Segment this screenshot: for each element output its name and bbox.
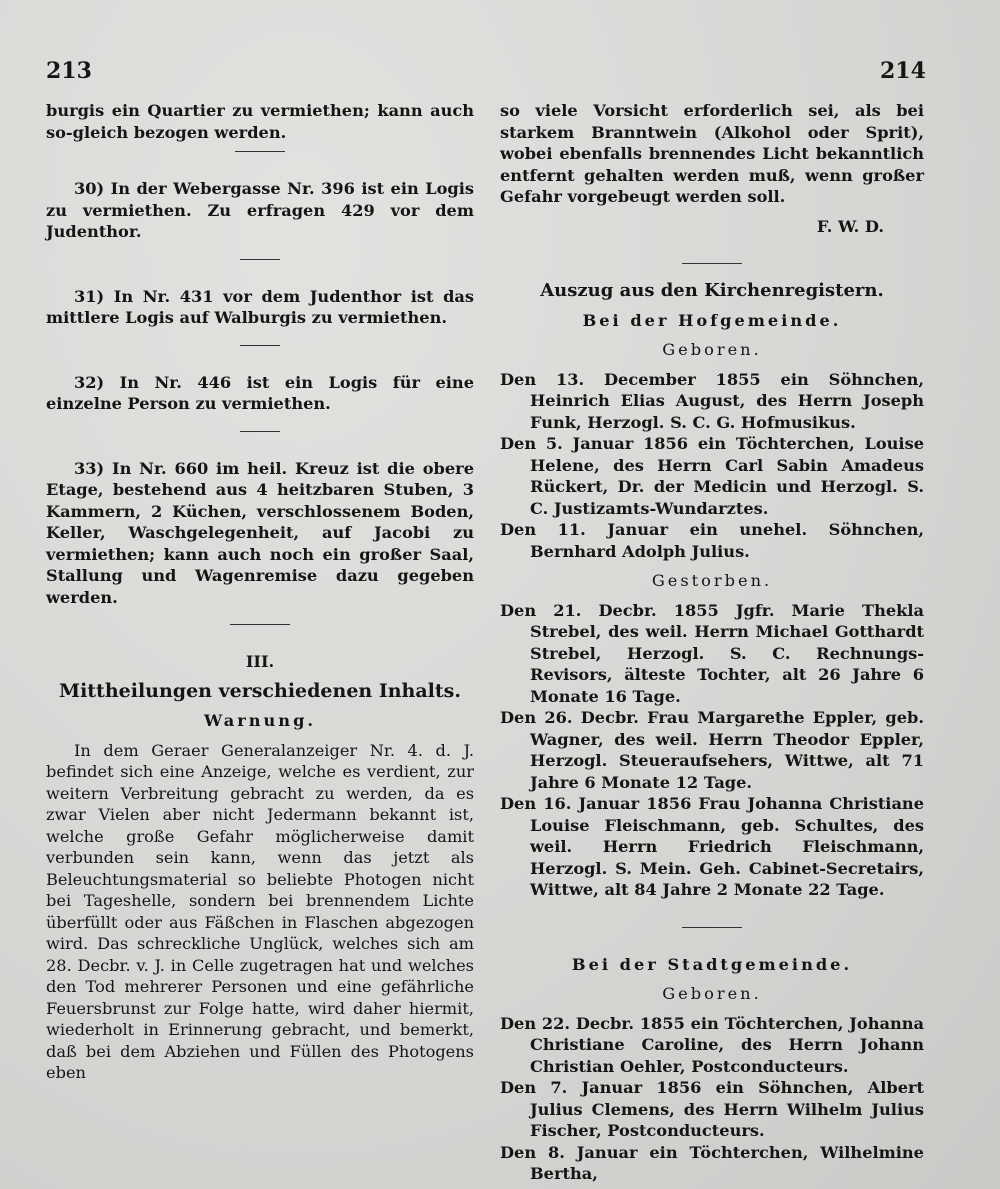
hof-born-title: Geboren. <box>662 340 762 359</box>
ad-continuation: burgis ein Quartier zu vermiethen; kann auch so-gleich bezogen werden. <box>46 101 474 142</box>
ad-32: 32) In Nr. 446 ist ein Logis für eine einzelne Person zu vermiethen. <box>46 372 474 413</box>
stadt-born-title: Geboren. <box>662 984 762 1003</box>
hof-died-entry: Den 21. Decbr. 1855 Jgfr. Marie Thekla Strebel, des weil. Herrn Michael Gotthardt Strebel, Herzogl. S. C. Rechnungs-Revisors, älteste Tochter, alt 26 Jahre 6 Monate 16 Tage. <box>500 600 924 706</box>
stadt-born-entry: Den 22. Decbr. 1855 ein Töchterchen, Johanna Christiane Caroline, des Herrn Johann Christian Oehler, Postconducteurs. <box>500 1013 924 1076</box>
ad-31: 31) In Nr. 431 vor dem Judenthor ist das mittlere Logis auf Walburgis zu vermiethen. <box>46 286 474 327</box>
hof-died-entry: Den 26. Decbr. Frau Margarethe Eppler, geb. Wagner, des weil. Herrn Theodor Eppler, Herzogl. Steueraufsehers, Wittwe, alt 71 Jahre 6 Monate 12 Tage. <box>500 708 924 792</box>
warning-text: In dem Geraer Generalanzeiger Nr. 4. d. J. befindet sich eine Anzeige, welche es verdient, zur weitern Verbreitung gebracht zu werden, da es zwar Vielen aber nicht Jedermann bekannt ist, welche große Gefahr möglicherweise damit verbunden sein kann, wenn das jetzt als Beleuchtungsmaterial so beliebte Photogen nicht bei Tageshelle, sondern bei brennendem Lichte überfüllt oder aus Fäßchen in Flaschen abgezogen wird. Das schreckliche Unglück, welches sich am 28. Decbr. v. J. in Celle zugetragen hat und welches den Tod mehrerer Personen und eine gefährliche Feuersbrunst zur Folge hatte, wird daher hiermit, wiederholt in Erinnerung gebracht, und bemerkt, daß bei dem Abziehen und Füllen des Photogens eben <box>46 740 474 1082</box>
hof-died-title: Gestorben. <box>651 571 773 590</box>
page-number-right: 214 <box>880 58 926 84</box>
ad-30: 30) In der Webergasse Nr. 396 ist ein Logis zu vermiethen. Zu erfragen 429 vor dem Judenthor. <box>46 179 474 241</box>
stadt-born-entry: Den 8. Januar ein Töchterchen, Wilhelmine Bertha, <box>500 1142 924 1183</box>
stadt-title: Bei der Stadtgemeinde. <box>571 954 853 974</box>
hof-born-entry: Den 5. Januar 1856 ein Töchterchen, Louise Helene, des Herrn Carl Sabin Amadeus Rückert, Dr. der Medicin und Herzogl. S. C. Justizamts-Wundarztes. <box>500 434 924 518</box>
hof-died-entry: Den 16. Januar 1856 Frau Johanna Christiane Louise Fleischmann, geb. Schultes, des weil. Herrn Friedrich Fleischmann, Herzogl. S. Mein. Geh. Cabinet-Secretairs, Wittwe, alt 84 Jahre 2 Monate 22 Tage. <box>500 794 924 899</box>
warning-title: Warnung. <box>203 711 317 730</box>
hof-born-entry: Den 11. Januar ein unehel. Söhnchen, Bernhard Adolph Julius. <box>500 520 924 561</box>
warning-continuation: so viele Vorsicht erforderlich sei, als bei starkem Branntwein (Alkohol oder Sprit), wobei ebenfalls brennendes Licht bekanntlich entfernt gehalten werden muß, wenn großer Gefahr vorgebeugt werden soll. <box>500 101 924 206</box>
hof-born-entry: Den 13. December 1855 ein Söhnchen, Heinrich Elias August, des Herrn Joseph Funk, Herzogl. S. C. G. Hofmusikus. <box>500 369 924 432</box>
church-registers-title: Auszug aus den Kirchenregistern. <box>540 280 884 301</box>
signature: F. W. D. <box>816 216 884 236</box>
ad-33: 33) In Nr. 660 im heil. Kreuz ist die obere Etage, bestehend aus 4 heitzbaren Stuben, 3 Kammern, 2 Küchen, verschlossenem Boden, Keller, Waschgelegenheit, auf Jacobi zu vermiethen; kann auch noch ein großer Saal, Stallung und Wagenremise dazu gegeben werden. <box>46 458 474 607</box>
hof-title: Bei der Hofgemeinde. <box>582 310 842 330</box>
right-column <box>500 100 924 1185</box>
page-number-left: 213 <box>46 58 92 84</box>
section-number: III. <box>245 652 275 671</box>
section-title: Mittheilungen verschiedenen Inhalts. <box>59 679 461 702</box>
left-column <box>46 100 474 1084</box>
stadt-born-entry: Den 7. Januar 1856 ein Söhnchen, Albert Julius Clemens, des Herrn Wilhelm Julius Fischer, Postconducteurs. <box>500 1078 924 1140</box>
